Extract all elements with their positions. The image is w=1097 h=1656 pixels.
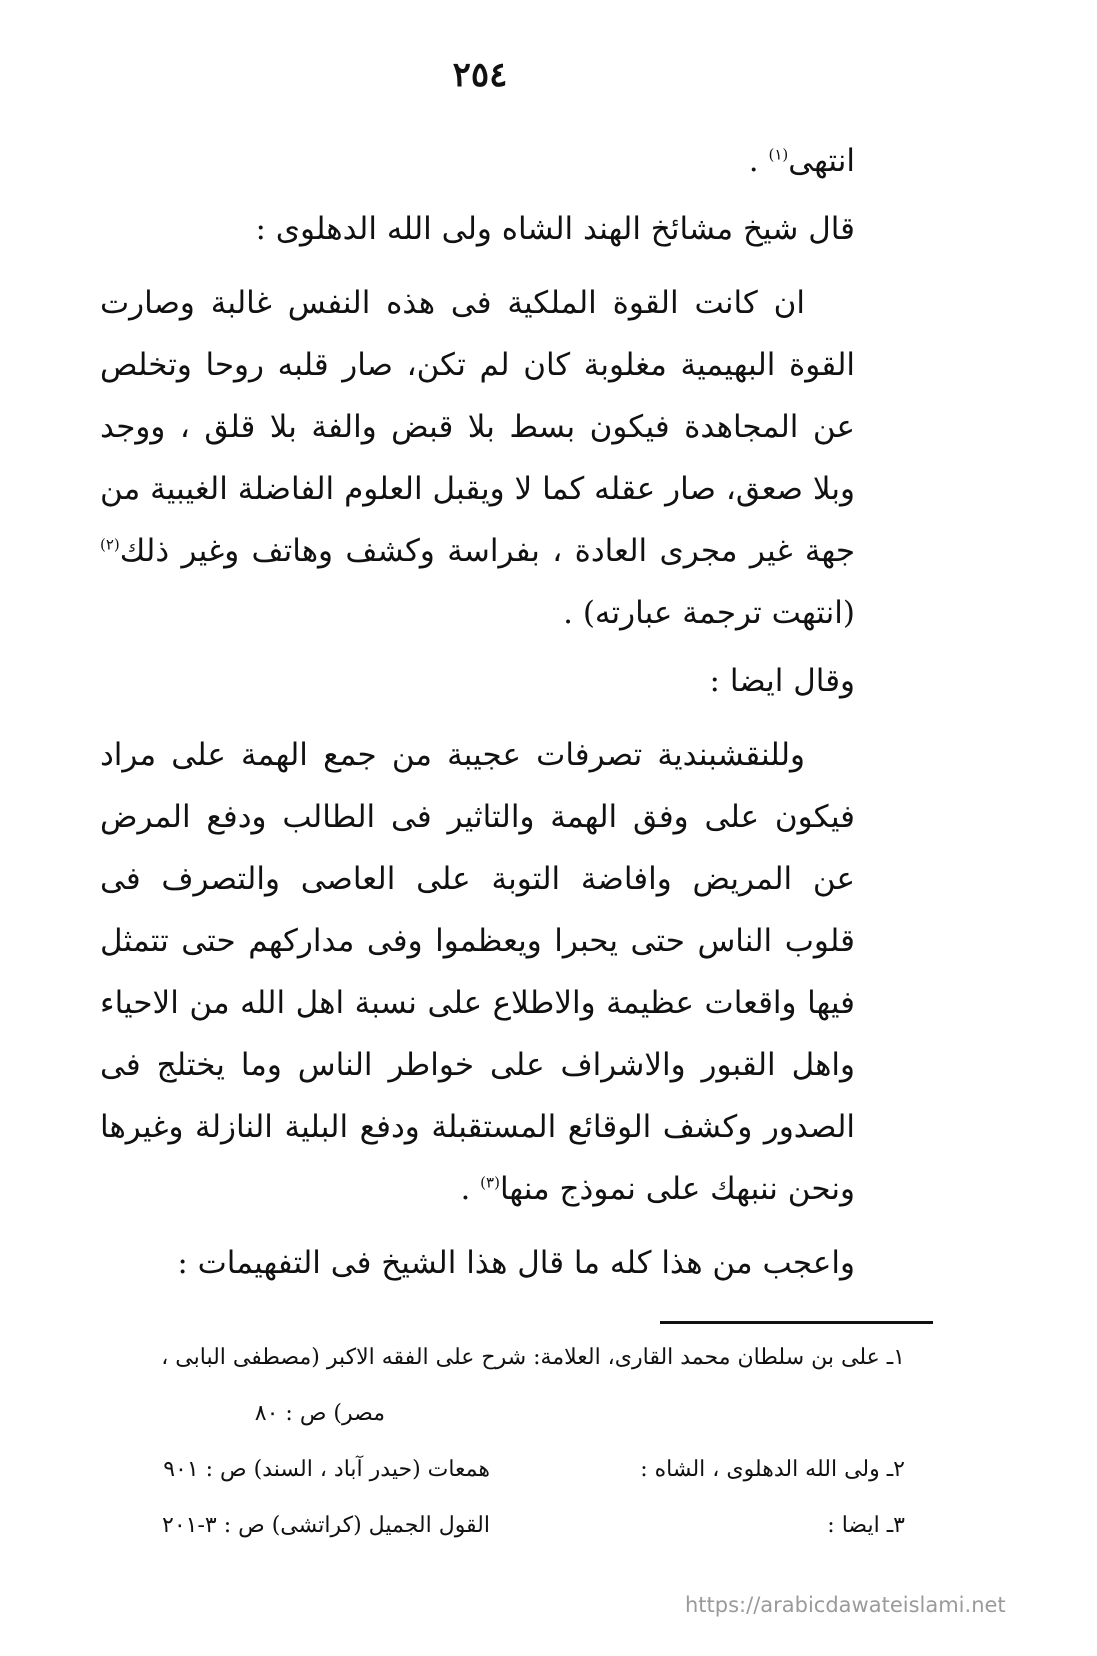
paragraph-end: (انتهت ترجمة عبارته) . xyxy=(563,595,855,631)
footnote-marker: (٣) xyxy=(480,1173,500,1192)
footnote-2-author: ٢ـ ولى الله الدهلوى ، الشاه : xyxy=(640,1457,905,1482)
page-number: ٢٥٤ xyxy=(452,55,508,95)
paragraph-closing: واعجب من هذا كله ما قال هذا الشيخ فى التفهيمات : xyxy=(177,1245,855,1281)
paragraph-quote-intro: قال شيخ مشائخ الهند الشاه ولى الله الدهلوى : xyxy=(255,211,855,247)
footnote-3-reference: القول الجميل (كراتشى) ص : ٣-٢٠١ xyxy=(162,1513,490,1538)
footnote-2-reference: همعات (حيدر آباد ، السند) ص : ٩٠١ xyxy=(163,1457,490,1482)
footnote-3-author: ٣ـ ايضا : xyxy=(827,1513,905,1538)
footnote-2 xyxy=(20,1442,905,1498)
footnote-marker: (٢) xyxy=(100,535,120,554)
paragraph-text: وللنقشبندية تصرفات عجيبة من جمع الهمة على مراد فيكون على وفق الهمة والتاثير فى الطالب ودفع المرض عن المريض وافاضة التوبة على العاصى والتصرف فى قلوب الناس حتى يحبرا ويعظموا وفى مداركهم حتى تتمثل فيها واقعات عظيمة والاطلاع على نسبة اهل الله من الاحياء واهل القبور والاشراف على خواطر الناس وما يختلج فى الصدور وكشف الوقائع المستقبلة ودفع البلية النازلة وغيرها ونحن ننبهك على نموذج منها xyxy=(100,737,856,1207)
footnote-1 xyxy=(20,1330,905,1386)
paragraph-text: انتهى xyxy=(788,143,855,179)
paragraph-text: ان كانت القوة الملكية فى هذه النفس غالبة وصارت القوة البهيمية مغلوبة كان لم تكن، صار قلبه روحا وتخلص عن المجاهدة فيكون بسط بلا قبض والفة بلا قلق ، ووجد وبلا صعق، صار عقله كما لا ويقبل العلوم الفاضلة الغيبية من جهة غير مجرى العادة ، بفراسة وكشف وهاتف وغير ذلك xyxy=(100,285,856,569)
footnote-1-continued xyxy=(20,1386,905,1442)
paragraph-quote-two xyxy=(100,724,855,1220)
paragraph-quote-one xyxy=(100,272,855,644)
footnote-3 xyxy=(20,1498,905,1554)
paragraph-end: . xyxy=(460,1171,481,1207)
footnote-1-text: ١ـ على بن سلطان محمد القارى، العلامة: شرح على الفقه الاكبر (مصطفى البابى ، xyxy=(161,1345,905,1370)
footnotes xyxy=(20,1330,905,1554)
footnote-1-page: مصر) ص : ٨٠ xyxy=(254,1401,385,1426)
footnote-divider xyxy=(660,1321,933,1324)
main-text xyxy=(100,130,855,1294)
paragraph-intiha xyxy=(100,130,855,192)
paragraph-also-said: وقال ايضا : xyxy=(709,663,855,699)
watermark-url: https://arabicdawateislami.net xyxy=(685,1593,1006,1617)
paragraph-end: . xyxy=(748,143,769,179)
footnote-marker: (١) xyxy=(768,145,789,164)
